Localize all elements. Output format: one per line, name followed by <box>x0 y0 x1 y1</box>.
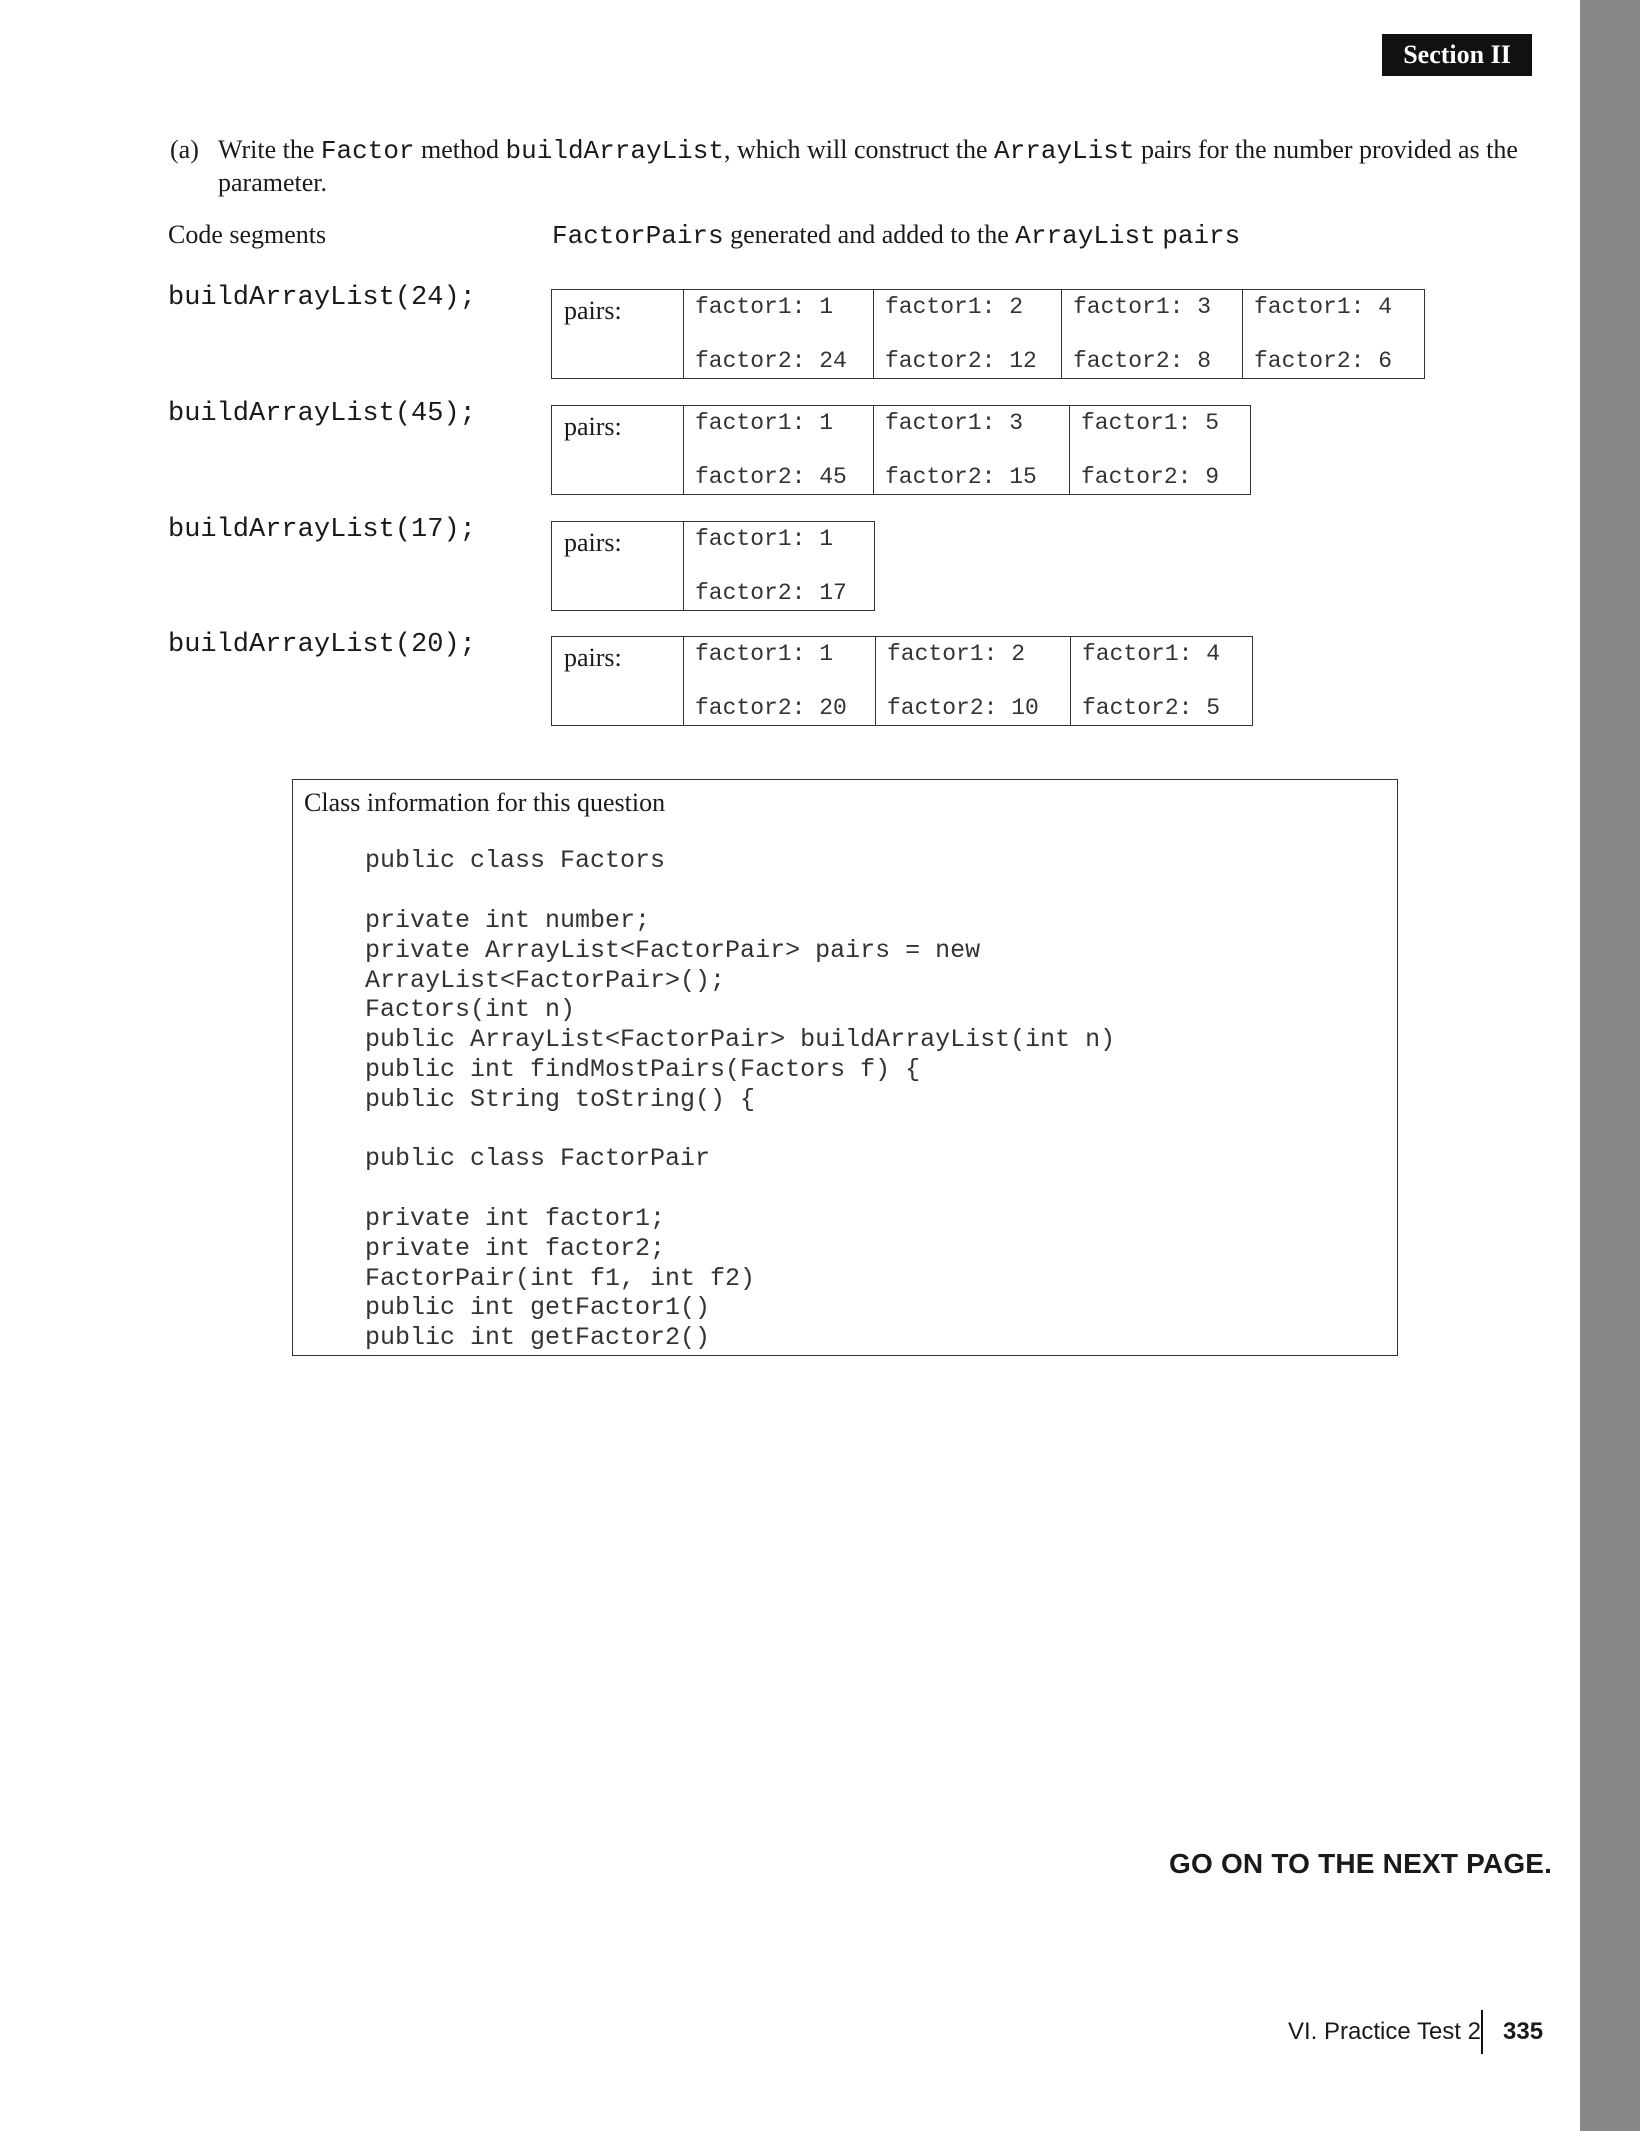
code-line: public String toString() { <box>365 1084 756 1114</box>
factor-pair-cell <box>684 522 874 610</box>
factor2-value: factor2: 20 <box>695 695 847 721</box>
factor-pair-cell <box>1071 637 1252 725</box>
factor-pair-cell <box>1243 290 1424 378</box>
factor1-value: factor1: 1 <box>695 294 834 320</box>
section-badge: Section II <box>1382 34 1532 76</box>
code-line: public ArrayList<FactorPair> buildArrayList(int n) <box>365 1025 1116 1055</box>
factor1-value: factor1: 5 <box>1081 410 1220 436</box>
factor1-value: factor1: 3 <box>885 410 1024 436</box>
code-line: public int getFactor1() <box>365 1293 711 1323</box>
page-number: 335 <box>1503 2018 1544 2045</box>
footer-label: VI. Practice Test 2 <box>1288 2018 1481 2045</box>
class-info-title: Class information for this question <box>304 788 666 817</box>
code-segment-call: buildArrayList(24); <box>168 283 476 313</box>
code-segment-call: buildArrayList(45); <box>168 399 476 429</box>
factor1-value: factor1: 1 <box>695 410 834 436</box>
factor2-value: factor2: 15 <box>885 464 1037 490</box>
factorpairs-header <box>552 220 1240 251</box>
pairs-label: pairs: <box>552 522 684 610</box>
factor1-value: factor1: 4 <box>1254 294 1393 320</box>
code-line: private ArrayList<FactorPair> pairs = new <box>365 935 981 965</box>
factorpairs-header-mono: FactorPairs <box>552 221 724 251</box>
factor2-value: factor2: 17 <box>695 580 847 606</box>
class-info-box <box>292 779 1398 1356</box>
footer-divider <box>1481 2010 1483 2054</box>
factor-pair-cell <box>876 637 1071 725</box>
factor1-value: factor1: 1 <box>695 641 834 667</box>
factorpairs-header-mono3: pairs <box>1162 221 1241 251</box>
factor2-value: factor2: 9 <box>1081 464 1220 490</box>
factor1-value: factor1: 3 <box>1073 294 1212 320</box>
code-line: private int number; <box>365 906 651 935</box>
class-factorpair-members <box>365 1204 755 1353</box>
code-line: private int factor1; <box>365 1204 666 1233</box>
question-text <box>218 134 1540 199</box>
pairs-label: pairs: <box>552 290 684 378</box>
code-line: private int factor2; <box>365 1233 666 1263</box>
factor2-value: factor2: 6 <box>1254 348 1393 374</box>
code-line: FactorPair(int f1, int f2) <box>365 1263 756 1293</box>
pairs-table <box>551 289 1425 379</box>
factor-pair-cell <box>874 290 1062 378</box>
question-text-run: pairs for the number provided as the parameter. <box>218 135 1518 197</box>
class-factorpair-header: public class FactorPair <box>365 1144 711 1173</box>
page-edge-bar <box>1580 0 1640 2131</box>
question-text-run: , which will construct the <box>723 135 995 164</box>
factor1-value: factor1: 2 <box>887 641 1026 667</box>
factor2-value: factor2: 10 <box>887 695 1039 721</box>
factor2-value: factor2: 12 <box>885 348 1037 374</box>
question-code-term: buildArrayList <box>505 136 724 166</box>
factor-pair-cell <box>684 406 874 494</box>
factor-pair-cell <box>1062 290 1243 378</box>
class-factors-members <box>365 906 1115 1115</box>
factor-pair-cell <box>684 637 876 725</box>
code-segments-header: Code segments <box>168 220 327 249</box>
factor1-value: factor1: 4 <box>1082 641 1221 667</box>
pairs-label: pairs: <box>552 406 684 494</box>
pairs-label: pairs: <box>552 637 684 725</box>
factor-pair-cell <box>684 290 874 378</box>
factor1-value: factor1: 1 <box>695 526 834 552</box>
question-code-term: Factor <box>320 136 415 166</box>
factor2-value: factor2: 24 <box>695 348 847 374</box>
factor2-value: factor2: 5 <box>1082 695 1221 721</box>
factor-pair-cell <box>874 406 1070 494</box>
factor2-value: factor2: 8 <box>1073 348 1212 374</box>
pairs-table <box>551 405 1251 495</box>
go-on-next-page: GO ON TO THE NEXT PAGE. <box>1169 1848 1553 1879</box>
code-segment-call: buildArrayList(20); <box>168 630 476 660</box>
factor-pair-cell <box>1070 406 1250 494</box>
question-prompt <box>170 134 1540 199</box>
pairs-table <box>551 521 875 611</box>
class-factors-header: public class Factors <box>365 846 666 875</box>
factorpairs-header-text: generated and added to the <box>723 220 1016 249</box>
factor1-value: factor1: 2 <box>885 294 1024 320</box>
code-line: ArrayList<FactorPair>(); <box>365 965 726 995</box>
question-text-run: method <box>414 135 506 164</box>
pairs-table <box>551 636 1253 726</box>
code-line: public int getFactor2() <box>365 1323 711 1353</box>
code-line: Factors(int n) <box>365 995 576 1025</box>
question-label: (a) <box>170 135 199 164</box>
question-text-run: Write the <box>218 135 321 164</box>
factor2-value: factor2: 45 <box>695 464 847 490</box>
code-segment-call: buildArrayList(17); <box>168 515 476 545</box>
factorpairs-header-mono2: ArrayList <box>1015 221 1156 251</box>
question-code-term: ArrayList <box>994 136 1135 166</box>
code-line: public int findMostPairs(Factors f) { <box>365 1054 921 1084</box>
